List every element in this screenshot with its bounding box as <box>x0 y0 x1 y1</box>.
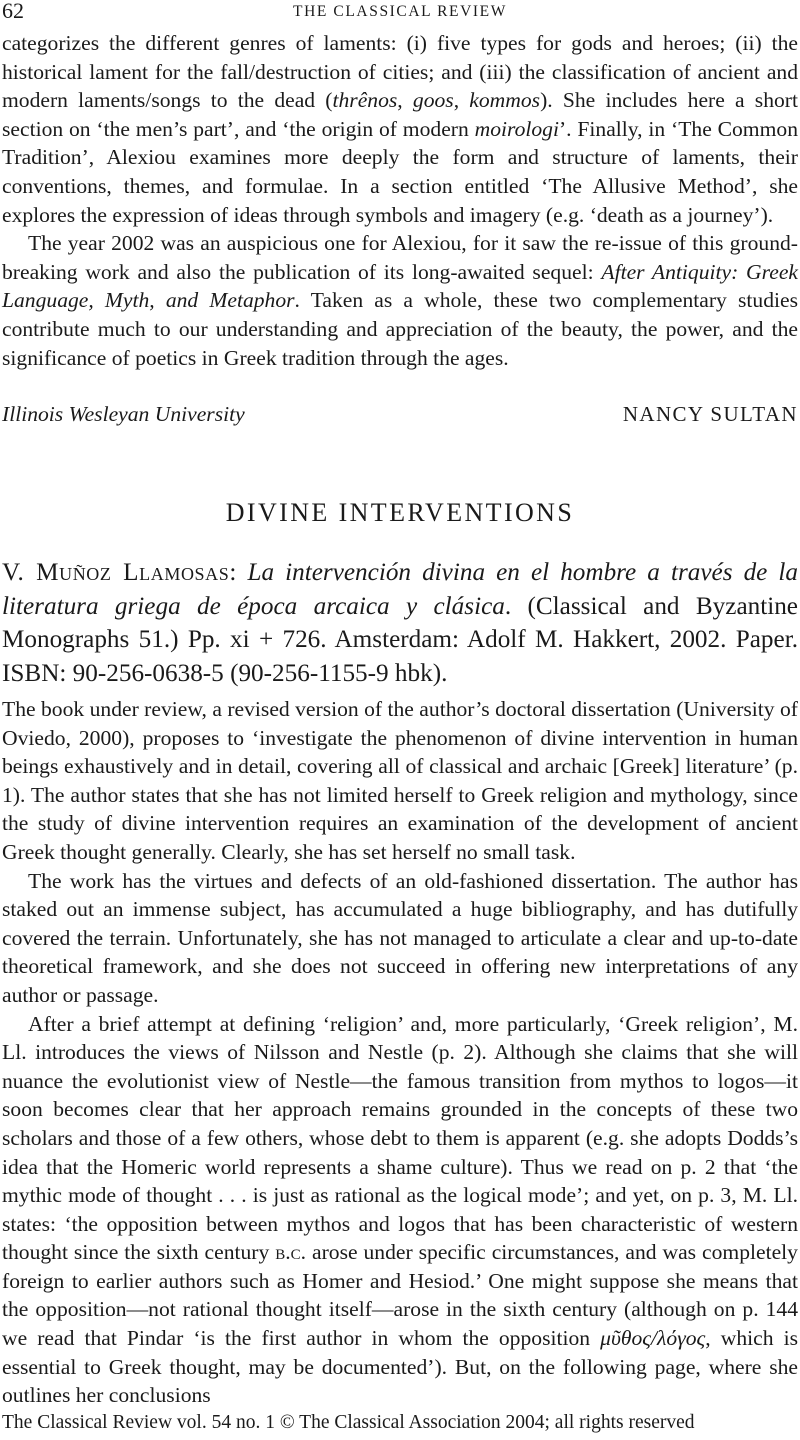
greek-phrase: μῦθος/λόγος <box>600 1326 706 1351</box>
review-2-paragraph-1: The book under review, a revised version of the author’s doctoral dissertation (University of Oviedo, 2000), proposes to ‘investigate the phenomenon of divine intervention in human beings exhaustively and in detail, covering all of classical and archaic [Greek] literature’ (p. 1). The author states that she has not limited herself to Greek religion and mythology, since the study of divine intervention requires an examination of the development of ancient Greek thought generally. Clearly, she has set herself no small task. <box>2 697 798 864</box>
review-2-paragraph-2: The work has the virtues and defects of an old-fashioned dissertation. The author has staked out an immense subject, has accumulated a huge bibliography, and has dutifully covered the terrain. Unfortunately, she has not managed to articulate a clear and up-to-date theoretical framework, and she does not succeed in offering new interpretations of any author or passage. <box>2 868 798 1007</box>
running-head <box>2 0 798 23</box>
review-1-paragraph-1: categorizes the different genres of laments: (i) five types for gods and heroes; (ii) the historical lament for the fall/destruction of cities; and (iii) the classification of ancient and modern laments/songs to the dead (thrênos, goos, kommos). She includes here a short section on ‘the men’s part’, and ‘the origin of modern moirologi’. Finally, in ‘The Common Tradition’, Alexiou examines more deeply the form and structure of laments, their conventions, themes, and formulae. In a section entitled ‘The Allusive Method’, she explores the expression of ideas through symbols and imagery (e.g. ‘death as a journey’). <box>2 31 798 227</box>
era-abbreviation: b.c. <box>275 1240 307 1265</box>
review-2-paragraph-3: After a brief attempt at defining ‘religion’ and, more particularly, ‘Greek religion’, M. Ll. introduces the views of Nilsson and Nestle (p. 2). Although she claims that she will nuance the evolutionist view of Nestle—the famous transition from mythos to logos—it soon becomes clear that her approach remains grounded in the concepts of these two scholars and those of a few others, whose debt to them is apparent (e.g. she adopts Dodds’s idea that the Homeric world represents a shame culture). Thus we read on p. 2 that ‘the mythic mode of thought . . . is just as rational as the logical mode’; and yet, on p. 3, M. Ll. states: ‘the opposition between mythos and logos that has been characteristic of western thought since the sixth century b.c. arose under specific circumstances, and was completely foreign to earlier authors such as Homer and Hesiod.’ One might suppose she means that the opposition—not rational thought itself—arose in the sixth century (although on p. 144 we read that Pindar ‘is the first author in whom the opposition μῦθος/λόγος, which is essential to Greek thought, may be documented’). But, on the following page, where she outlines her conclusions <box>2 1011 798 1408</box>
book-author: V. Muñoz Llamosas <box>2 559 230 586</box>
reviewer-affiliation: Illinois Wesleyan University <box>2 402 245 426</box>
section-title: DIVINE INTERVENTIONS <box>225 498 575 527</box>
copyright-footer: The Classical Review vol. 54 no. 1 © The Classical Association 2004; all rights reserved <box>2 1412 695 1433</box>
reviewer-name: NANCY SULTAN <box>622 402 798 426</box>
book-citation: V. Muñoz Llamosas: La intervención divina en el hombre a través de la literatura griega de época arcaica y clásica. (Classical and Byzantine Monographs 51.) Pp. xi + 726. Amsterdam: Adolf M. Hakkert, 2002. Paper. ISBN: 90-256-0638-5 (90-256-1155-9 hbk). <box>2 559 799 687</box>
page-number: 62 <box>2 0 24 23</box>
book-details: . (Classical and Byzantine Monographs 51.) Pp. xi + 726. Amsterdam: Adolf M. Hakkert, 2002. Paper. ISBN: 90-256-0638-5 (90-256-1155-9 hbk). <box>2 592 798 687</box>
review-1-body <box>2 29 798 372</box>
review-1-signoff <box>2 400 798 430</box>
review-2-body <box>2 695 798 1410</box>
journal-title: THE CLASSICAL REVIEW <box>293 3 507 20</box>
book-title: La intervención divina en el hombre a través de la literatura griega de época arcaica y clásica <box>2 559 799 620</box>
review-1-paragraph-2: The year 2002 was an auspicious one for Alexiou, for it saw the re-issue of this ground-breaking work and also the publication of its long-awaited sequel: After Antiquity: Greek Language, Myth, and Metaphor. Taken as a whole, these two complementary studies contribute much to our understanding and appreciation of the beauty, the power, and the significance of poetics in Greek tradition through the ages. <box>2 231 798 370</box>
